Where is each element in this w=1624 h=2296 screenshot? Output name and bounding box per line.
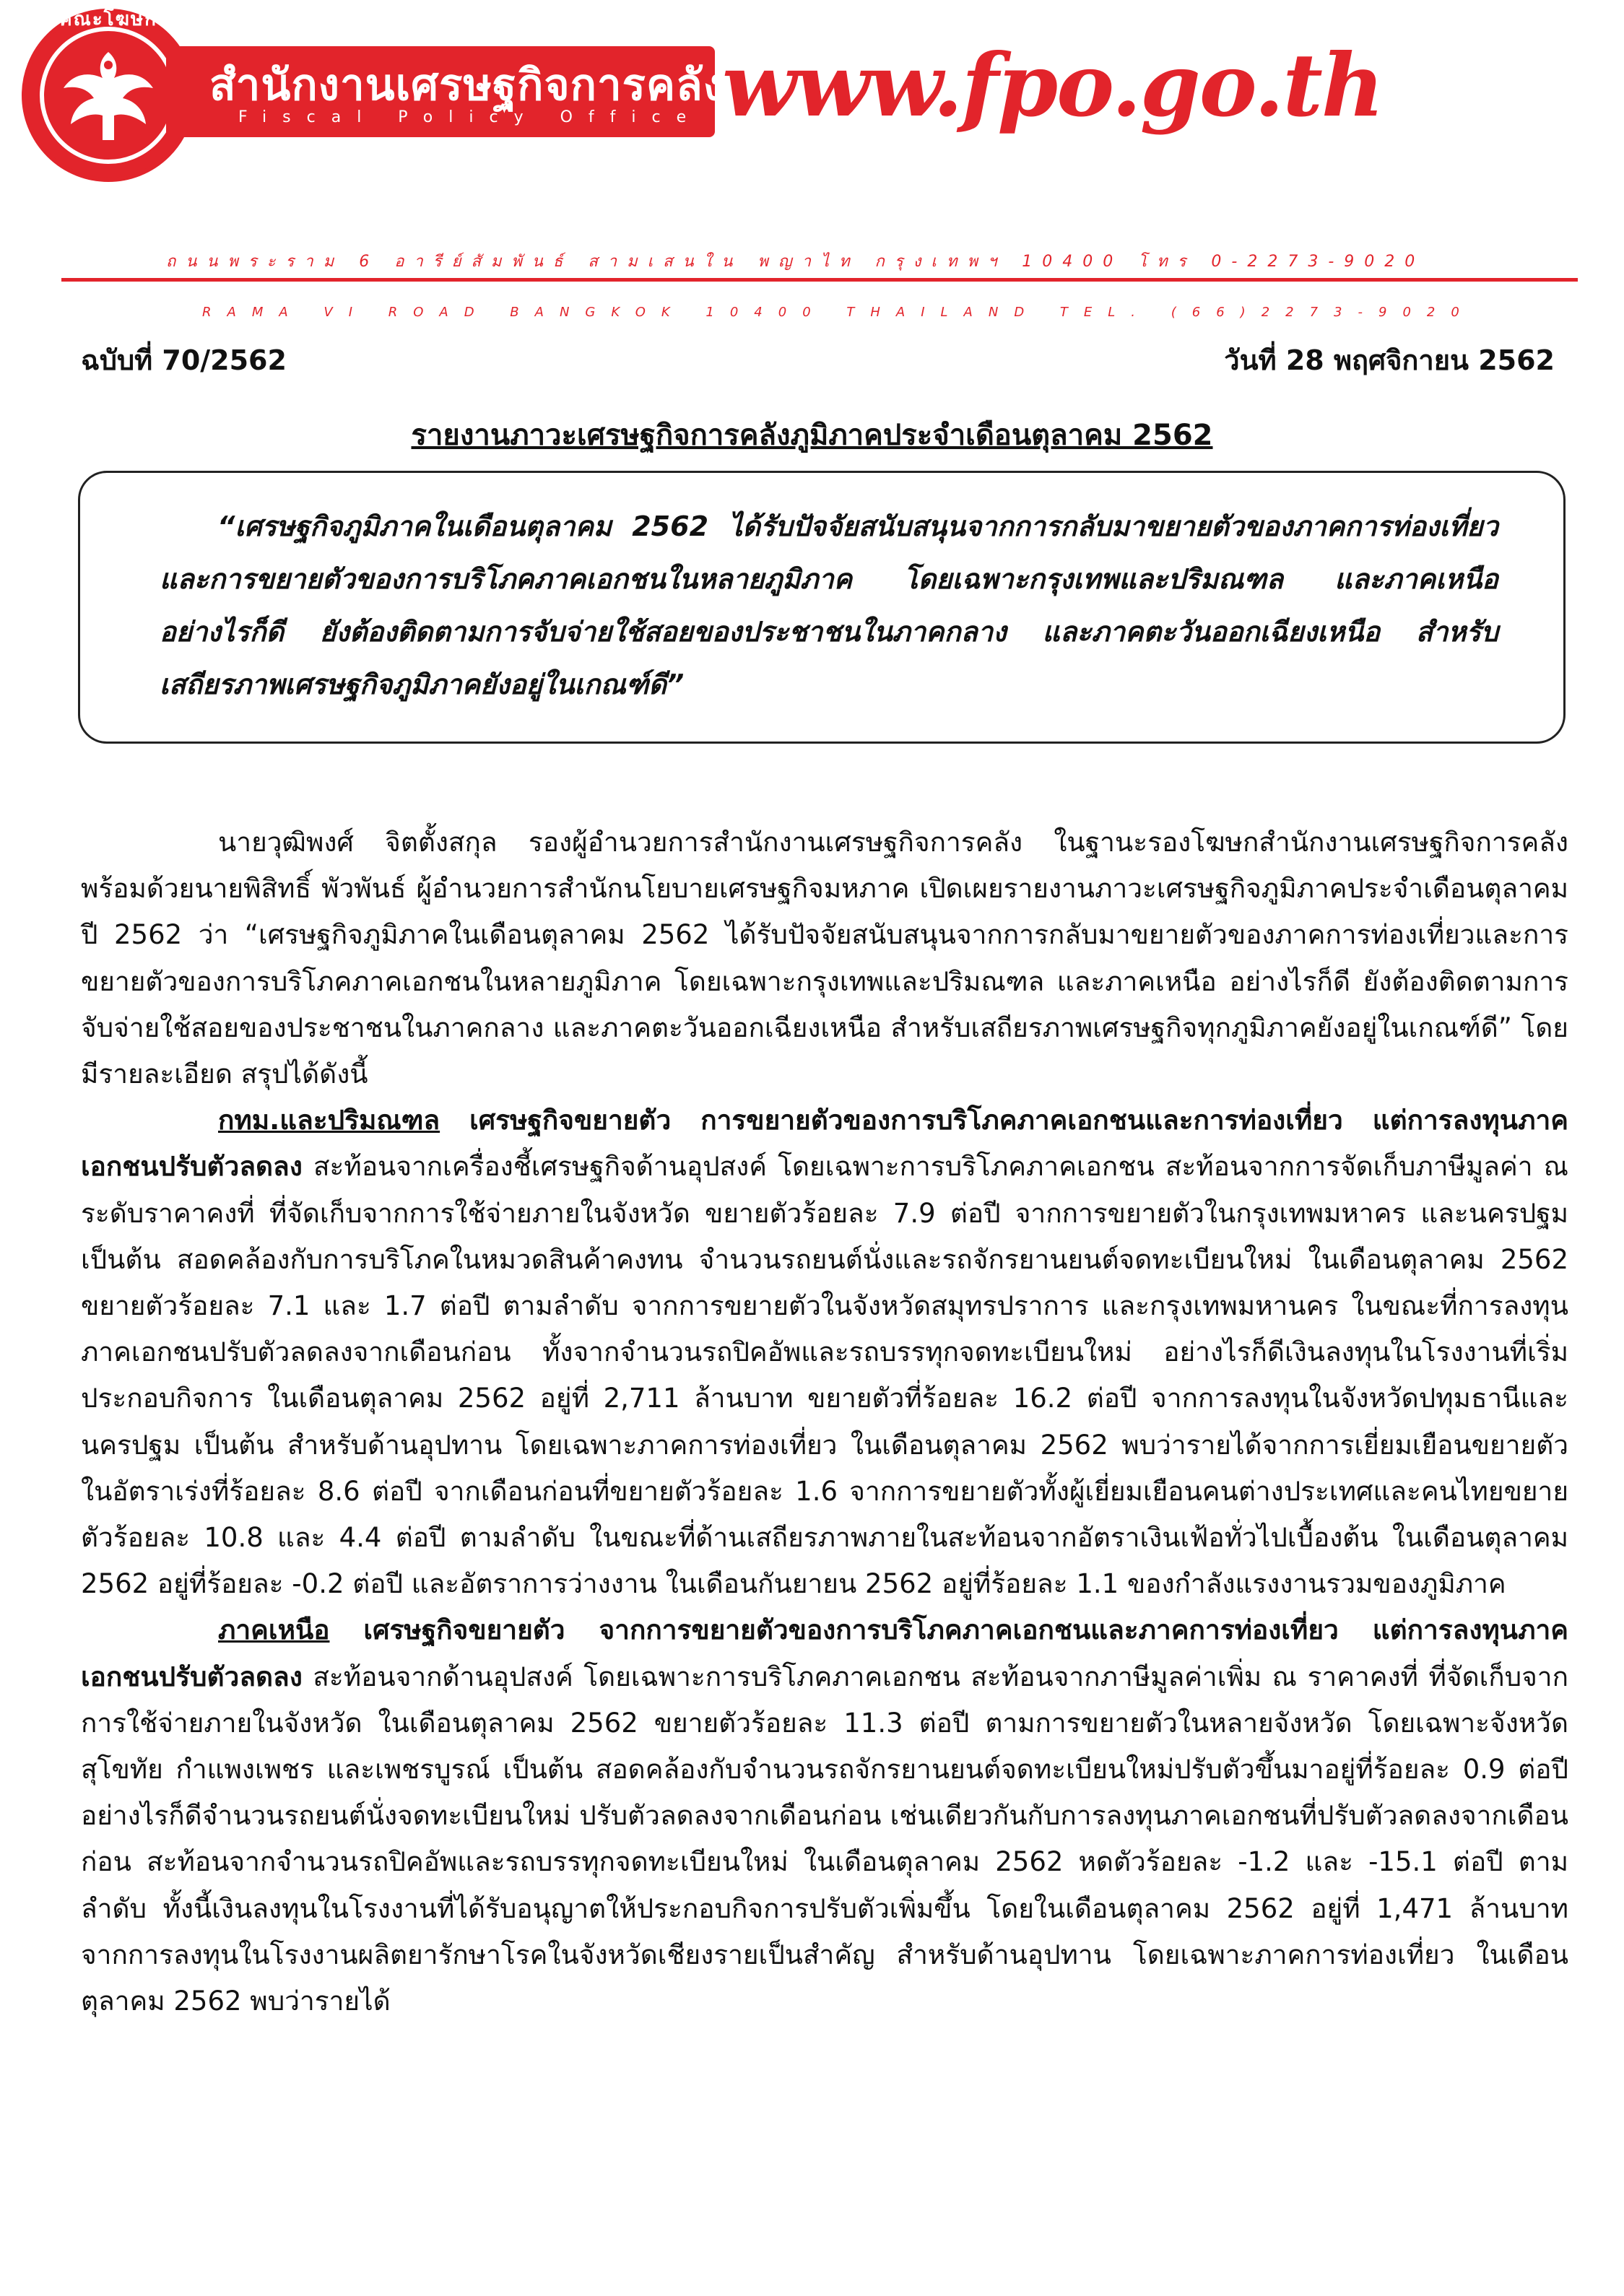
garuda-icon	[36, 23, 181, 168]
intro-text: นายวุฒิพงศ์ จิตตั้งสกุล รองผู้อำนวยการสำนักงานเศรษฐกิจการคลัง ในฐานะรองโฆษกสำนักงานเศรษฐกิจการคลัง พร้อมด้วยนายพิสิทธิ์ พัวพันธ์ ผู้อำนวยการสำนักนโยบายเศรษฐกิจมหภาค เปิดเผยรายงานภาวะเศรษฐกิจภูมิภาคประจำเดือนตุลาคม ปี 2562 ว่า “เศรษฐกิจภูมิภาคในเดือนตุลาคม 2562 ได้รับปัจจัยสนับสนุนจากการกลับมาขยายตัวของภาคการท่องเที่ยวและการขยายตัวของการบริโภคภาคเอกชนในหลายภูมิภาค โดยเฉพาะกรุงเทพและปริมณฑล และภาคเหนือ อย่างไรก็ดี ยังต้องติดตามการจับจ่ายใช้สอยของประชาชนในภาคกลาง และภาคตะวันออกเฉียงเหนือ สำหรับเสถียรภาพเศรษฐกิจทุกภูมิภาคยังอยู่ในเกณฑ์ดี” โดยมีรายละเอียด สรุปได้ดังนี้	[81, 827, 1568, 1090]
header-divider	[61, 278, 1578, 282]
letterhead	[0, 0, 1624, 325]
address-thai: ถนนพระราม 6 อารีย์สัมพันธ์ สามเสนใน พญาไท กรุงเทพฯ 10400 โทร 0-2273-9020	[166, 253, 1425, 271]
north-paragraph	[81, 1607, 1568, 2025]
summary-quote-box	[78, 471, 1566, 744]
emblem-label: คณะโฆษก	[59, 9, 157, 30]
document-body	[81, 819, 1568, 2025]
address-english: RAMA VI ROAD BANGKOK 10400 THAILAND TEL. (66)2273-9020	[202, 305, 1475, 320]
summary-quote: “เศรษฐกิจภูมิภาคในเดือนตุลาคม 2562 ได้รับปัจจัยสนับสนุนจากการกลับมาขยายตัวของภาคการท่องเที่ยวและการขยายตัวของการบริโภคภาคเอกชนในหลายภูมิภาค โดยเฉพาะกรุงเทพและปริมณฑล และภาคเหนือ อย่างไรก็ดี ยังต้องติดตามการจับจ่ายใช้สอยของประชาชนในภาคกลาง และภาคตะวันออกเฉียงเหนือ สำหรับเสถียรภาพเศรษฐกิจภูมิภาคยังอยู่ในเกณฑ์ดี”	[160, 510, 1498, 700]
north-text: สะท้อนจากด้านอุปสงค์ โดยเฉพาะการบริโภคภาคเอกชน สะท้อนจากภาษีมูลค่าเพิ่ม ณ ราคาคงที่ ที่จัดเก็บจากการใช้จ่ายภายในจังหวัด ในเดือนตุลาคม 2562 ขยายตัวร้อยละ 11.3 ต่อปี ตามการขยายตัวในหลายจังหวัด โดยเฉพาะจังหวัดสุโขทัย กำแพงเพชร และเพชรบูรณ์ เป็นต้น สอดคล้องกับจำนวนรถจักรยานยนต์จดทะเบียนใหม่ปรับตัวขึ้นมาอยู่ที่ร้อยละ 0.9 ต่อปี อย่างไรก็ดีจำนวนรถยนต์นั่งจดทะเบียนใหม่ ปรับตัวลดลงจากเดือนก่อน เช่นเดียวกันกับการลงทุนภาคเอกชนที่ปรับตัวลดลงจากเดือนก่อน สะท้อนจากจำนวนรถปิคอัพและรถบรรทุกจดทะเบียนใหม่ ในเดือนตุลาคม 2562 หดตัวร้อยละ -1.2 และ -15.1 ต่อปี ตามลำดับ ทั้งนี้เงินลงทุนในโรงงานที่ได้รับอนุญาตให้ประกอบกิจการปรับตัวเพิ่มขึ้น โดยในเดือนตุลาคม 2562 อยู่ที่ 1,471 ล้านบาท จากการลงทุนในโรงงานผลิตยารักษาโรคในจังหวัดเชียงรายเป็นสำคัญ สำหรับด้านอุปทาน โดยเฉพาะภาคการท่องเที่ยว ในเดือนตุลาคม 2562 พบว่ารายได้	[81, 1661, 1568, 2017]
bangkok-text: สะท้อนจากเครื่องชี้เศรษฐกิจด้านอุปสงค์ โดยเฉพาะการบริโภคภาคเอกชน สะท้อนจากการจัดเก็บภาษีมูลค่า ณ ระดับราคาคงที่ ที่จัดเก็บจากการใช้จ่ายภายในจังหวัด ขยายตัวร้อยละ 7.9 ต่อปี จากการขยายตัวในกรุงเทพมหาคร และนครปฐม เป็นต้น สอดคล้องกับการบริโภคในหมวดสินค้าคงทน จำนวนรถยนต์นั่งและรถจักรยานยนต์จดทะเบียนใหม่ ในเดือนตุลาคม 2562 ขยายตัวร้อยละ 7.1 และ 1.7 ต่อปี ตามลำดับ จากการขยายตัวในจังหวัดสมุทรปราการ และกรุงเทพมหานคร ในขณะที่การลงทุนภาคเอกชนปรับตัวลดลงจากเดือนก่อน ทั้งจากจำนวนรถปิคอัพและรถบรรทุกจดทะเบียนใหม่ อย่างไรก็ดีเงินลงทุนในโรงงานที่เริ่มประกอบกิจการ ในเดือนตุลาคม 2562 อยู่ที่ 2,711 ล้านบาท ขยายตัวที่ร้อยละ 16.2 ต่อปี จากการลงทุนในจังหวัดปทุมธานีและนครปฐม เป็นต้น สำหรับด้านอุปทาน โดยเฉพาะภาคการท่องเที่ยว ในเดือนตุลาคม 2562 พบว่ารายได้จากการเยี่ยมเยือนขยายตัวในอัตราเร่งที่ร้อยละ 8.6 ต่อปี จากเดือนก่อนที่ขยายตัวร้อยละ 1.6 จากการขยายตัวทั้งผู้เยี่ยมเยือนคนต่างประเทศและคนไทยขยายตัวร้อยละ 10.8 และ 4.4 ต่อปี ตามลำดับ ในขณะที่ด้านเสถียรภาพภายในสะท้อนจากอัตราเงินเฟ้อทั่วไปเบื้องต้น ในเดือนตุลาคม 2562 อยู่ที่ร้อยละ -0.2 ต่อปี และอัตราการว่างงาน ในเดือนกันยายน 2562 อยู่ที่ร้อยละ 1.1 ของกำลังแรงงานรวมของภูมิภาค	[81, 1151, 1568, 1600]
north-headline: เศรษฐกิจขยายตัว จากการขยายตัวของการบริโภคภาคเอกชนและภาคการท่องเที่ยว แต่การลงทุนภาคเอกชนปรับตัวลดลง	[81, 1614, 1568, 1692]
region-bangkok: กทม.และปริมณฑล	[218, 1105, 440, 1136]
org-name-english: Fiscal Policy Office	[238, 108, 703, 126]
document-date: วันที่ 28 พฤศจิกายน 2562	[1224, 344, 1555, 376]
document-title: รายงานภาวะเศรษฐกิจการคลังภูมิภาคประจำเดือนตุลาคม 2562	[411, 419, 1213, 452]
document-number: ฉบับที่ 70/2562	[81, 344, 287, 376]
region-north: ภาคเหนือ	[218, 1614, 330, 1646]
org-banner	[166, 46, 726, 137]
bangkok-headline: เศรษฐกิจขยายตัว การขยายตัวของการบริโภคภาคเอกชนและการท่องเที่ยว แต่การลงทุนภาคเอกชนปรับตัวลดลง	[81, 1105, 1568, 1183]
org-name-thai: สำนักงานเศรษฐกิจการคลัง	[209, 60, 726, 110]
website-logo: www.fpo.go.th	[722, 35, 1384, 136]
intro-paragraph	[81, 819, 1568, 1097]
bangkok-paragraph	[81, 1097, 1568, 1607]
